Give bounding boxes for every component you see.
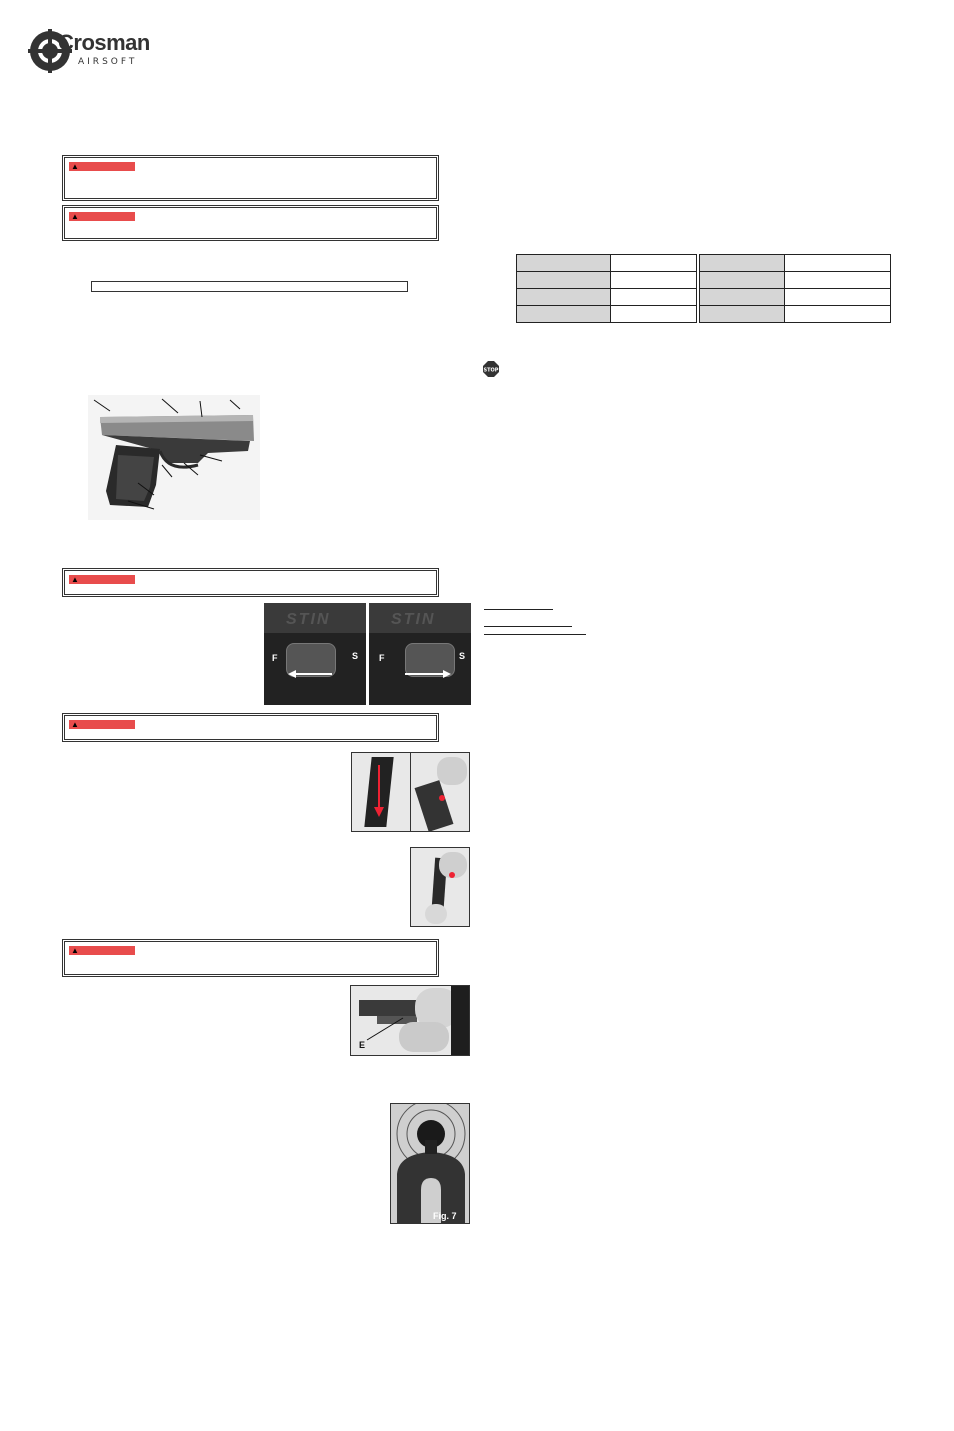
sight-alignment-photo — [390, 1103, 470, 1224]
blank-field — [91, 281, 408, 292]
table-row — [517, 272, 891, 289]
callout-label: E — [359, 1040, 366, 1050]
red-marker — [439, 795, 445, 801]
warning-triangle-icon: ▲ — [71, 720, 79, 729]
stop-icon — [483, 361, 499, 377]
safety-photo-fire — [264, 603, 366, 705]
crosman-logo — [28, 28, 158, 74]
fire-label: F — [272, 653, 278, 663]
brand-mark: STIN — [286, 611, 331, 628]
logo-wordmark: Crosman — [58, 30, 150, 55]
warning-box — [62, 205, 439, 241]
magazine-insert-photo — [410, 847, 470, 927]
warning-triangle-icon: ▲ — [71, 162, 79, 171]
table-row — [517, 289, 891, 306]
safe-label: S — [459, 651, 466, 661]
magazine — [415, 780, 454, 832]
warning-tag — [69, 212, 135, 221]
magazine-photo — [351, 752, 411, 832]
target-icon — [391, 1104, 470, 1224]
hand — [425, 904, 447, 924]
underline-rule — [484, 634, 586, 635]
pistol-diagram — [88, 395, 260, 520]
warning-triangle-icon: ▲ — [71, 212, 79, 221]
callout-line — [365, 1016, 405, 1042]
warning-box — [62, 155, 439, 201]
warning-box — [62, 939, 439, 977]
underline-rule — [484, 626, 572, 627]
warning-tag — [69, 575, 135, 584]
brand-mark: STIN — [391, 611, 436, 628]
warning-box — [62, 568, 439, 597]
hand — [399, 1022, 449, 1052]
specifications-table — [516, 254, 891, 323]
warning-triangle-icon: ▲ — [71, 575, 79, 584]
table-row — [517, 255, 891, 272]
warning-tag — [69, 720, 135, 729]
warning-tag — [69, 946, 135, 955]
arrow-down-icon — [372, 765, 386, 817]
warning-triangle-icon: ▲ — [71, 946, 79, 955]
safe-label: S — [352, 651, 359, 661]
warning-box — [62, 713, 439, 742]
warning-tag — [69, 162, 135, 171]
red-marker — [449, 872, 455, 878]
underline-rule — [484, 609, 553, 610]
cocking-photo — [350, 985, 470, 1056]
table-row — [517, 306, 891, 323]
arrow-right-icon — [403, 669, 451, 679]
figure-label: Fig. 7 — [433, 1211, 457, 1221]
arrow-left-icon — [288, 669, 334, 679]
magazine-loading-photo — [410, 752, 470, 832]
svg-text:STOP: STOP — [483, 367, 499, 374]
logo-subtitle: AIRSOFT — [78, 57, 138, 67]
hand — [437, 757, 467, 785]
fire-label: F — [379, 653, 385, 663]
sleeve — [451, 986, 470, 1056]
safety-photo-safe — [369, 603, 471, 705]
